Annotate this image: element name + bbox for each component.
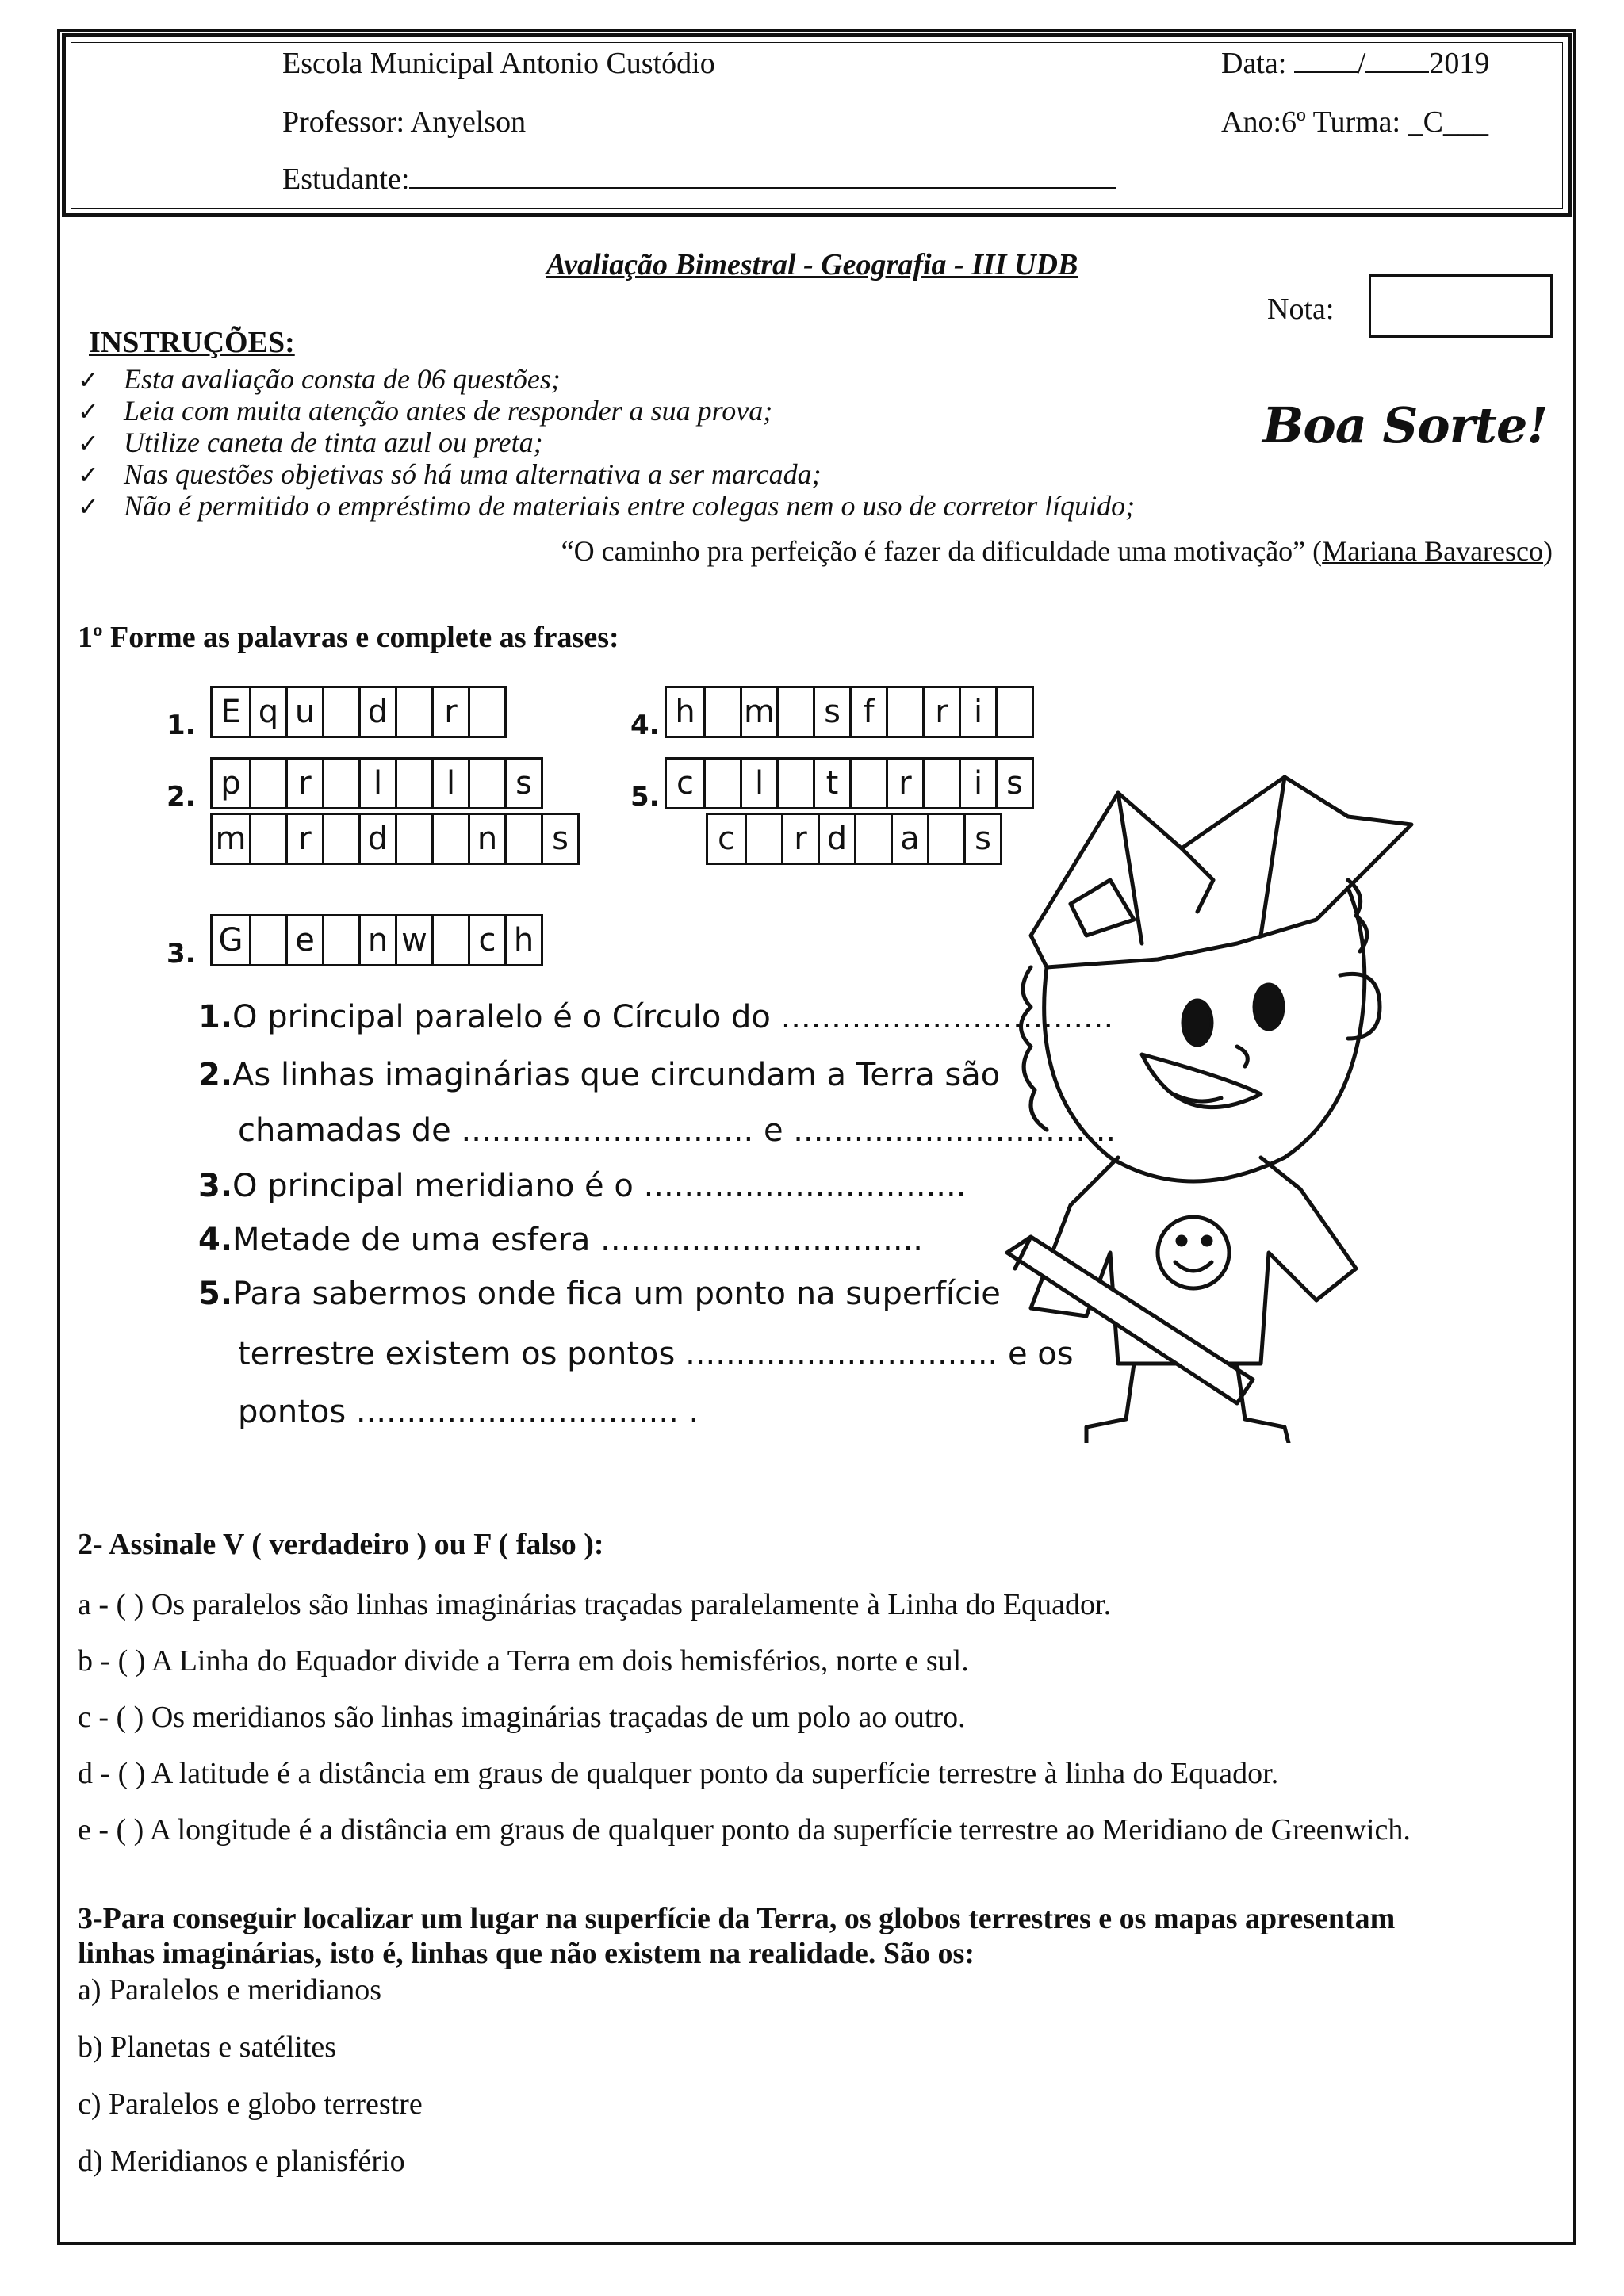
- sentence-2-cont: chamadas de ............................. e ................................: [238, 1112, 1116, 1149]
- letter-cell[interactable]: m: [215, 821, 247, 857]
- letter-cell[interactable]: l: [358, 760, 395, 807]
- q2-item-d[interactable]: d - ( ) A latitude é a distância em graus de qualquer ponto da superfície terrestre à linha do Equador.: [78, 1757, 1279, 1790]
- letter-cell[interactable]: r: [922, 688, 959, 736]
- letter-cell[interactable]: [703, 760, 740, 807]
- letter-cell[interactable]: [854, 815, 891, 863]
- instruction-item: ✓ Nas questões objetivas só há uma alternativa a ser marcada;: [78, 458, 822, 490]
- letter-cell[interactable]: [395, 815, 431, 863]
- student-field: [282, 162, 1116, 197]
- boa-sorte-text: Boa Sorte!: [1262, 396, 1548, 454]
- letter-cell[interactable]: i: [959, 760, 995, 807]
- letter-cell[interactable]: G: [218, 922, 243, 959]
- q2-item-c[interactable]: c - ( ) Os meridianos são linhas imaginárias traçadas de um polo ao outro.: [78, 1701, 966, 1734]
- q2-heading: 2- Assinale V ( verdadeiro ) ou F ( falso ):: [78, 1528, 604, 1561]
- letter-cell[interactable]: r: [285, 815, 322, 863]
- q2-item-e[interactable]: e - ( ) A longitude é a distância em graus de qualquer ponto da superfície terrestre ao Meridiano de Greenwich.: [78, 1813, 1411, 1846]
- word-boxes-4[interactable]: [665, 686, 1034, 738]
- instructions-list: [78, 363, 1135, 522]
- letter-cell[interactable]: [395, 688, 431, 736]
- letter-cell[interactable]: i: [959, 688, 995, 736]
- letter-cell[interactable]: d: [818, 815, 854, 863]
- instruction-item: ✓ Não é permitido o empréstimo de materiais entre colegas nem o uso de corretor líquido;: [78, 490, 1136, 522]
- letter-cell[interactable]: [395, 760, 431, 807]
- sentence-3: 3.O principal meridiano é o ................................: [198, 1168, 967, 1204]
- date-year: 2019: [1429, 47, 1490, 80]
- boy-illustration: [999, 761, 1427, 1443]
- sentence-2: 2.As linhas imaginárias que circundam a Terra são: [198, 1057, 1001, 1093]
- instruction-item: ✓ Leia com muita atenção antes de responder a sua prova;: [78, 395, 773, 427]
- check-icon: ✓: [78, 396, 99, 427]
- letter-cell[interactable]: s: [963, 815, 1000, 863]
- q3-heading-line1: 3-Para conseguir localizar um lugar na superfície da Terra, os globos terrestres e os mapas apresentam: [78, 1902, 1396, 1935]
- letter-cell[interactable]: [431, 815, 468, 863]
- q3-option-a[interactable]: a) Paralelos e meridianos: [78, 1973, 382, 2007]
- letter-cell[interactable]: w: [395, 916, 431, 964]
- letter-cell[interactable]: a: [891, 815, 927, 863]
- letter-cell[interactable]: d: [358, 688, 395, 736]
- instruction-item: ✓ Utilize caneta de tinta azul ou preta;: [78, 427, 543, 458]
- letter-cell[interactable]: p: [220, 765, 241, 802]
- year-class: Ano:6º Turma: _C___: [1221, 105, 1488, 139]
- letter-cell[interactable]: [322, 815, 358, 863]
- letter-cell[interactable]: [322, 916, 358, 964]
- letter-cell[interactable]: E: [220, 694, 241, 730]
- word-number: 1.: [167, 710, 196, 741]
- letter-cell[interactable]: l: [740, 760, 776, 807]
- letter-cell[interactable]: r: [886, 760, 922, 807]
- q3-heading-line2: linhas imaginárias, isto é, linhas que não existem na realidade. São os:: [78, 1937, 975, 1970]
- student-name-blank[interactable]: [409, 162, 1116, 189]
- letter-cell[interactable]: [322, 688, 358, 736]
- q2-item-a[interactable]: a - ( ) Os paralelos são linhas imaginárias traçadas paralelamente à Linha do Equador.: [78, 1588, 1112, 1621]
- motivational-quote: “O caminho pra perfeição é fazer da dificuldade uma motivação” (Mariana Bavaresco): [561, 535, 1553, 567]
- letter-cell[interactable]: [468, 688, 504, 736]
- letter-cell[interactable]: [249, 760, 285, 807]
- nota-box[interactable]: [1369, 274, 1553, 338]
- word-boxes-1[interactable]: [210, 686, 507, 738]
- word-boxes-5b[interactable]: [706, 813, 1002, 865]
- sentence-5: 5.Para sabermos onde fica um ponto na superfície: [198, 1276, 1001, 1312]
- sentence-1: 1.O principal paralelo é o Círculo do .................................: [198, 999, 1114, 1035]
- word-boxes-2b[interactable]: [210, 813, 580, 865]
- letter-cell[interactable]: l: [431, 760, 468, 807]
- letter-cell[interactable]: [322, 760, 358, 807]
- word-number: 3.: [167, 938, 196, 970]
- quote-author: Mariana Bavaresco: [1322, 535, 1543, 567]
- letter-cell[interactable]: [745, 815, 781, 863]
- date-month-blank[interactable]: [1365, 46, 1429, 73]
- letter-cell[interactable]: [431, 916, 468, 964]
- word-boxes-2a[interactable]: [210, 757, 543, 809]
- letter-cell[interactable]: h: [675, 694, 695, 730]
- page-title: Avaliação Bimestral - Geografia - III UDB: [546, 248, 1078, 281]
- q1-heading: 1º Forme as palavras e complete as frases:: [78, 621, 619, 654]
- letter-cell[interactable]: r: [285, 760, 322, 807]
- letter-cell[interactable]: n: [358, 916, 395, 964]
- letter-cell[interactable]: t: [813, 760, 849, 807]
- letter-cell[interactable]: u: [285, 688, 322, 736]
- letter-cell[interactable]: [249, 916, 285, 964]
- letter-cell[interactable]: r: [431, 688, 468, 736]
- letter-cell[interactable]: [249, 815, 285, 863]
- sentence-5-cont: terrestre existem os pontos ............................... e os: [238, 1336, 1074, 1372]
- letter-cell[interactable]: [703, 688, 740, 736]
- letter-cell[interactable]: s: [504, 760, 541, 807]
- letter-cell[interactable]: [776, 688, 813, 736]
- letter-cell[interactable]: h: [504, 916, 541, 964]
- letter-cell[interactable]: [504, 815, 541, 863]
- q3-option-c[interactable]: c) Paralelos e globo terrestre: [78, 2087, 423, 2121]
- date-field: Data: / 2019: [1221, 47, 1490, 80]
- letter-cell[interactable]: m: [740, 688, 776, 736]
- date-day-blank[interactable]: [1294, 46, 1358, 73]
- letter-cell[interactable]: c: [676, 765, 694, 802]
- letter-cell[interactable]: [927, 815, 963, 863]
- letter-cell[interactable]: n: [468, 815, 504, 863]
- letter-cell[interactable]: f: [849, 688, 886, 736]
- check-icon: ✓: [78, 428, 99, 458]
- instruction-item: ✓ Esta avaliação consta de 06 questões;: [78, 363, 561, 395]
- letter-cell[interactable]: [922, 760, 959, 807]
- word-number: 4.: [630, 710, 660, 741]
- q3-option-b[interactable]: b) Planetas e satélites: [78, 2030, 337, 2064]
- word-boxes-5a[interactable]: [665, 757, 1034, 809]
- letter-cell[interactable]: s: [541, 815, 577, 863]
- sentence-5-end: pontos ................................ .: [238, 1394, 699, 1430]
- check-icon: ✓: [78, 365, 99, 395]
- letter-cell[interactable]: [468, 760, 504, 807]
- school-name: Escola Municipal Antonio Custódio: [282, 47, 715, 80]
- q3-option-d[interactable]: d) Meridianos e planisfério: [78, 2145, 405, 2178]
- letter-cell[interactable]: s: [995, 760, 1032, 807]
- letter-cell[interactable]: [776, 760, 813, 807]
- letter-cell[interactable]: s: [813, 688, 849, 736]
- teacher-name: Professor: Anyelson: [282, 105, 527, 139]
- letter-cell[interactable]: d: [358, 815, 395, 863]
- word-puzzle: [167, 686, 1116, 1439]
- check-icon: ✓: [78, 460, 99, 490]
- date-label: Data:: [1221, 47, 1287, 80]
- letter-cell[interactable]: q: [249, 688, 285, 736]
- sentence-4: 4.Metade de uma esfera ................................: [198, 1222, 924, 1258]
- word-number: 2.: [167, 781, 196, 813]
- letter-cell[interactable]: [995, 688, 1032, 736]
- nota-label: Nota:: [1267, 293, 1335, 326]
- letter-cell[interactable]: c: [718, 821, 735, 857]
- word-boxes-3[interactable]: [210, 914, 543, 966]
- letter-cell[interactable]: r: [781, 815, 818, 863]
- letter-cell[interactable]: c: [468, 916, 504, 964]
- letter-cell[interactable]: [849, 760, 886, 807]
- q2-item-b[interactable]: b - ( ) A Linha do Equador divide a Terra em dois hemisférios, norte e sul.: [78, 1644, 969, 1678]
- check-icon: ✓: [78, 492, 99, 522]
- letter-cell[interactable]: [886, 688, 922, 736]
- word-number: 5.: [630, 781, 660, 813]
- instructions-title: INSTRUÇÕES:: [89, 326, 295, 359]
- letter-cell[interactable]: e: [285, 916, 322, 964]
- student-label: Estudante:: [282, 163, 410, 196]
